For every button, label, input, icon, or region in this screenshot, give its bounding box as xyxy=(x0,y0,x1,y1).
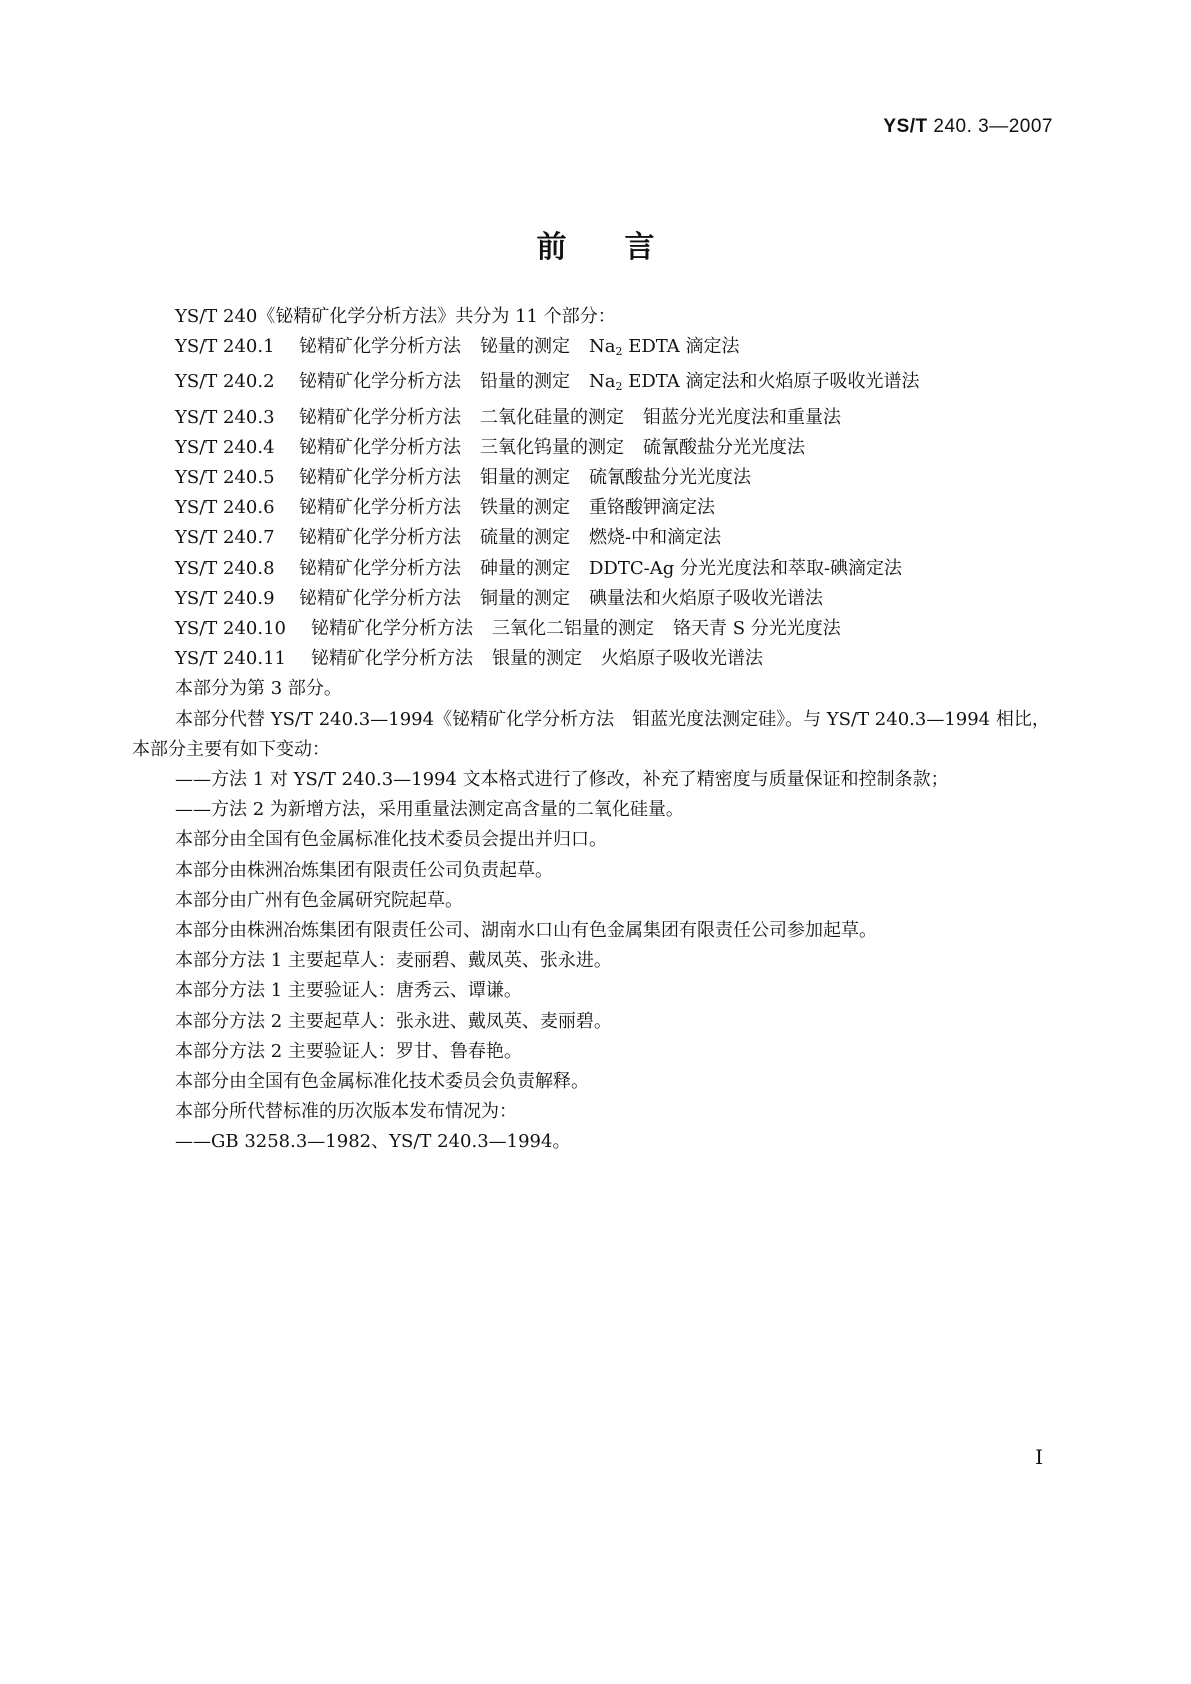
page-number: I xyxy=(1035,1445,1043,1469)
list-item: YS/T 240.3 铋精矿化学分析方法 二氧化硅量的测定 钼蓝分光光度法和重量法 xyxy=(175,406,841,428)
list-item: YS/T 240.2 铋精矿化学分析方法 铅量的测定 $Na_2$ EDTA 滴定法和火焰原子吸收光谱法 xyxy=(175,371,920,394)
paragraph: ——GB 3258.3—1982、YS/T 240.3—1994。 xyxy=(175,1131,571,1153)
paragraph: 本部分代替 YS/T 240.3—1994《铋精矿化学分析方法 钼蓝光度法测定硅》。与 YS/T 240.3—1994 相比，本部分主要有如下变动： xyxy=(132,708,1050,760)
list-item: YS/T 240.11 铋精矿化学分析方法 银量的测定 火焰原子吸收光谱法 xyxy=(175,648,763,670)
intro-paragraph: YS/T 240《铋精矿化学分析方法》共分为 11 个部分： xyxy=(175,306,616,327)
paragraph: 本部分由株洲冶炼集团有限责任公司、湖南水口山有色金属集团有限责任公司参加起草。 xyxy=(175,920,877,942)
list-item: YS/T 240.8 铋精矿化学分析方法 砷量的测定 DDTC-Ag 分光光度法和萃取-碘滴定法 xyxy=(175,557,903,579)
paragraph: 本部分由全国有色金属标准化技术委员会负责解释。 xyxy=(175,1071,589,1093)
paragraph: 本部分所代替标准的历次版本发布情况为： xyxy=(175,1101,517,1123)
list-item: YS/T 240.4 铋精矿化学分析方法 三氧化钨量的测定 硫氰酸盐分光光度法 xyxy=(175,436,805,458)
paragraph: 本部分由株洲冶炼集团有限责任公司负责起草。 xyxy=(175,859,553,881)
paragraph: ——方法 1 对 YS/T 240.3—1994 文本格式进行了修改，补充了精密度与质量保证和控制条款； xyxy=(175,769,949,791)
paragraph: ——方法 2 为新增方法，采用重量法测定高含量的二氧化硅量。 xyxy=(175,799,684,821)
parts-list xyxy=(132,332,1062,674)
paragraph: 本部分方法 1 主要验证人：唐秀云、谭谦。 xyxy=(175,980,522,1002)
paragraph: 本部分方法 1 主要起草人：麦丽碧、戴凤英、张永进。 xyxy=(175,950,612,972)
paragraph: 本部分方法 2 主要起草人：张永进、戴凤英、麦丽碧。 xyxy=(175,1010,612,1032)
paragraph: 本部分由广州有色金属研究院起草。 xyxy=(175,889,463,911)
standard-code: YS/T 240. 3—2007 xyxy=(883,116,1053,137)
page-title: 前言 xyxy=(536,230,713,265)
list-item: YS/T 240.5 铋精矿化学分析方法 钼量的测定 硫氰酸盐分光光度法 xyxy=(175,467,751,489)
paragraph: 本部分方法 2 主要验证人：罗甘、鲁春艳。 xyxy=(175,1040,522,1062)
list-item: YS/T 240.1 铋精矿化学分析方法 铋量的测定 $Na_2$ EDTA 滴定法 xyxy=(175,336,740,359)
document-body xyxy=(132,302,1062,1158)
list-item: YS/T 240.9 铋精矿化学分析方法 铜量的测定 碘量法和火焰原子吸收光谱法 xyxy=(175,587,823,609)
paragraph: 本部分为第 3 部分。 xyxy=(175,678,342,700)
list-item: YS/T 240.7 铋精矿化学分析方法 硫量的测定 燃烧-中和滴定法 xyxy=(175,527,722,549)
list-item: YS/T 240.10 铋精矿化学分析方法 三氧化二铝量的测定 铬天青 S 分光光度法 xyxy=(175,618,841,640)
paragraph: 本部分由全国有色金属标准化技术委员会提出并归口。 xyxy=(175,829,607,851)
list-item: YS/T 240.6 铋精矿化学分析方法 铁量的测定 重铬酸钾滴定法 xyxy=(175,497,715,519)
